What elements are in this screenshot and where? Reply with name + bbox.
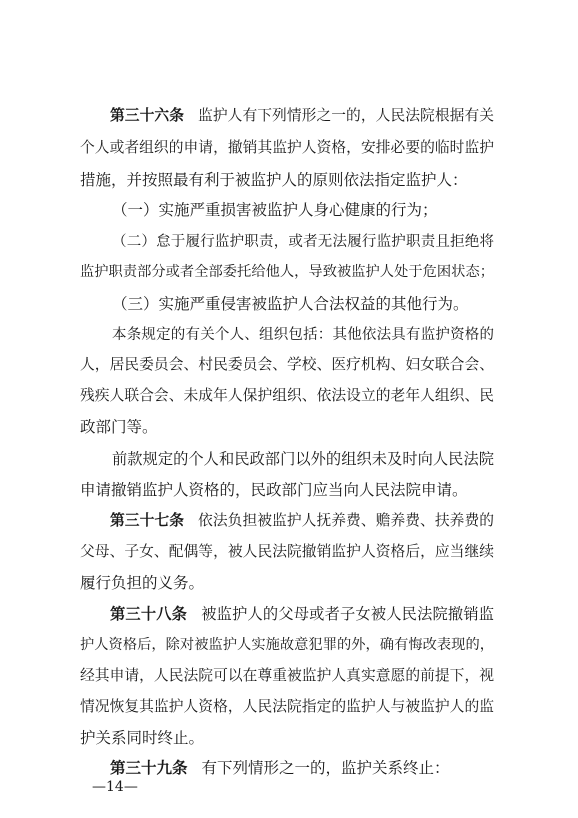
paragraph-line: 人，居民委员会、村民委员会、学校、医疗机构、妇女联合会、 (80, 356, 494, 373)
paragraph-text: 依法负担被监护人抚养费、赡养费、扶养费的 (198, 512, 495, 529)
paragraph-line (110, 604, 494, 624)
paragraph-line: 父母、子女、配偶等，被人民法院撤销监护人资格后，应当继续 (80, 543, 494, 560)
paragraph-line: 申请撤销监护人资格的，民政部门应当向人民法院申请。 (80, 481, 468, 499)
paragraph-line: 残疾人联合会、未成年人保护组织、依法设立的老年人组织、民 (80, 387, 494, 404)
paragraph-line: 护关系同时终止。 (80, 729, 205, 747)
paragraph-line: 政部门等。 (80, 418, 158, 436)
paragraph-line (110, 511, 494, 531)
paragraph-line (110, 758, 494, 778)
page-number: —14— (92, 779, 138, 795)
paragraph-text: 监护人有下列情形之一的，人民法院根据有关 (198, 107, 495, 124)
paragraph-line: 本条规定的有关个人、组织包括：其他依法具有监护资格的 (112, 327, 494, 343)
paragraph-line: 护人资格后，除对被监护人实施故意犯罪的外，确有悔改表现的， (80, 637, 494, 653)
paragraph-line: 措施，并按照最有利于被监护人的原则依法指定监护人： (80, 171, 468, 189)
article-heading: 第三十七条 (110, 512, 184, 529)
paragraph-line: 情况恢复其监护人资格，人民法院指定的监护人与被监护人的监 (80, 698, 494, 715)
article-heading: 第三十六条 (110, 107, 184, 124)
paragraph-line: （一）实施严重损害被监护人身心健康的行为； (112, 201, 438, 219)
paragraph-line: （三）实施严重侵害被监护人合法权益的其他行为。 (112, 295, 469, 313)
paragraph-text: 有下列情形之一的，监护关系终止： (201, 759, 450, 777)
paragraph-text: 被监护人的父母或者子女被人民法院撤销监 (201, 605, 495, 623)
paragraph-line: 经其申请，人民法院可以在尊重被监护人真实意愿的前提下，视 (80, 667, 494, 684)
paragraph-line: 履行负担的义务。 (80, 574, 205, 592)
article-heading: 第三十九条 (110, 758, 188, 777)
article-heading: 第三十八条 (110, 605, 188, 623)
paragraph-line: 个人或者组织的申请，撤销其监护人资格，安排必要的临时监护 (80, 139, 494, 156)
paragraph-line: 前款规定的个人和民政部门以外的组织未及时向人民法院 (112, 450, 494, 468)
paragraph-line: 监护职责部分或者全部委托给他人，导致被监护人处于危困状态； (80, 264, 494, 280)
paragraph-line: （二）怠于履行监护职责，或者无法履行监护职责且拒绝将 (112, 234, 494, 250)
paragraph-line (110, 106, 494, 126)
